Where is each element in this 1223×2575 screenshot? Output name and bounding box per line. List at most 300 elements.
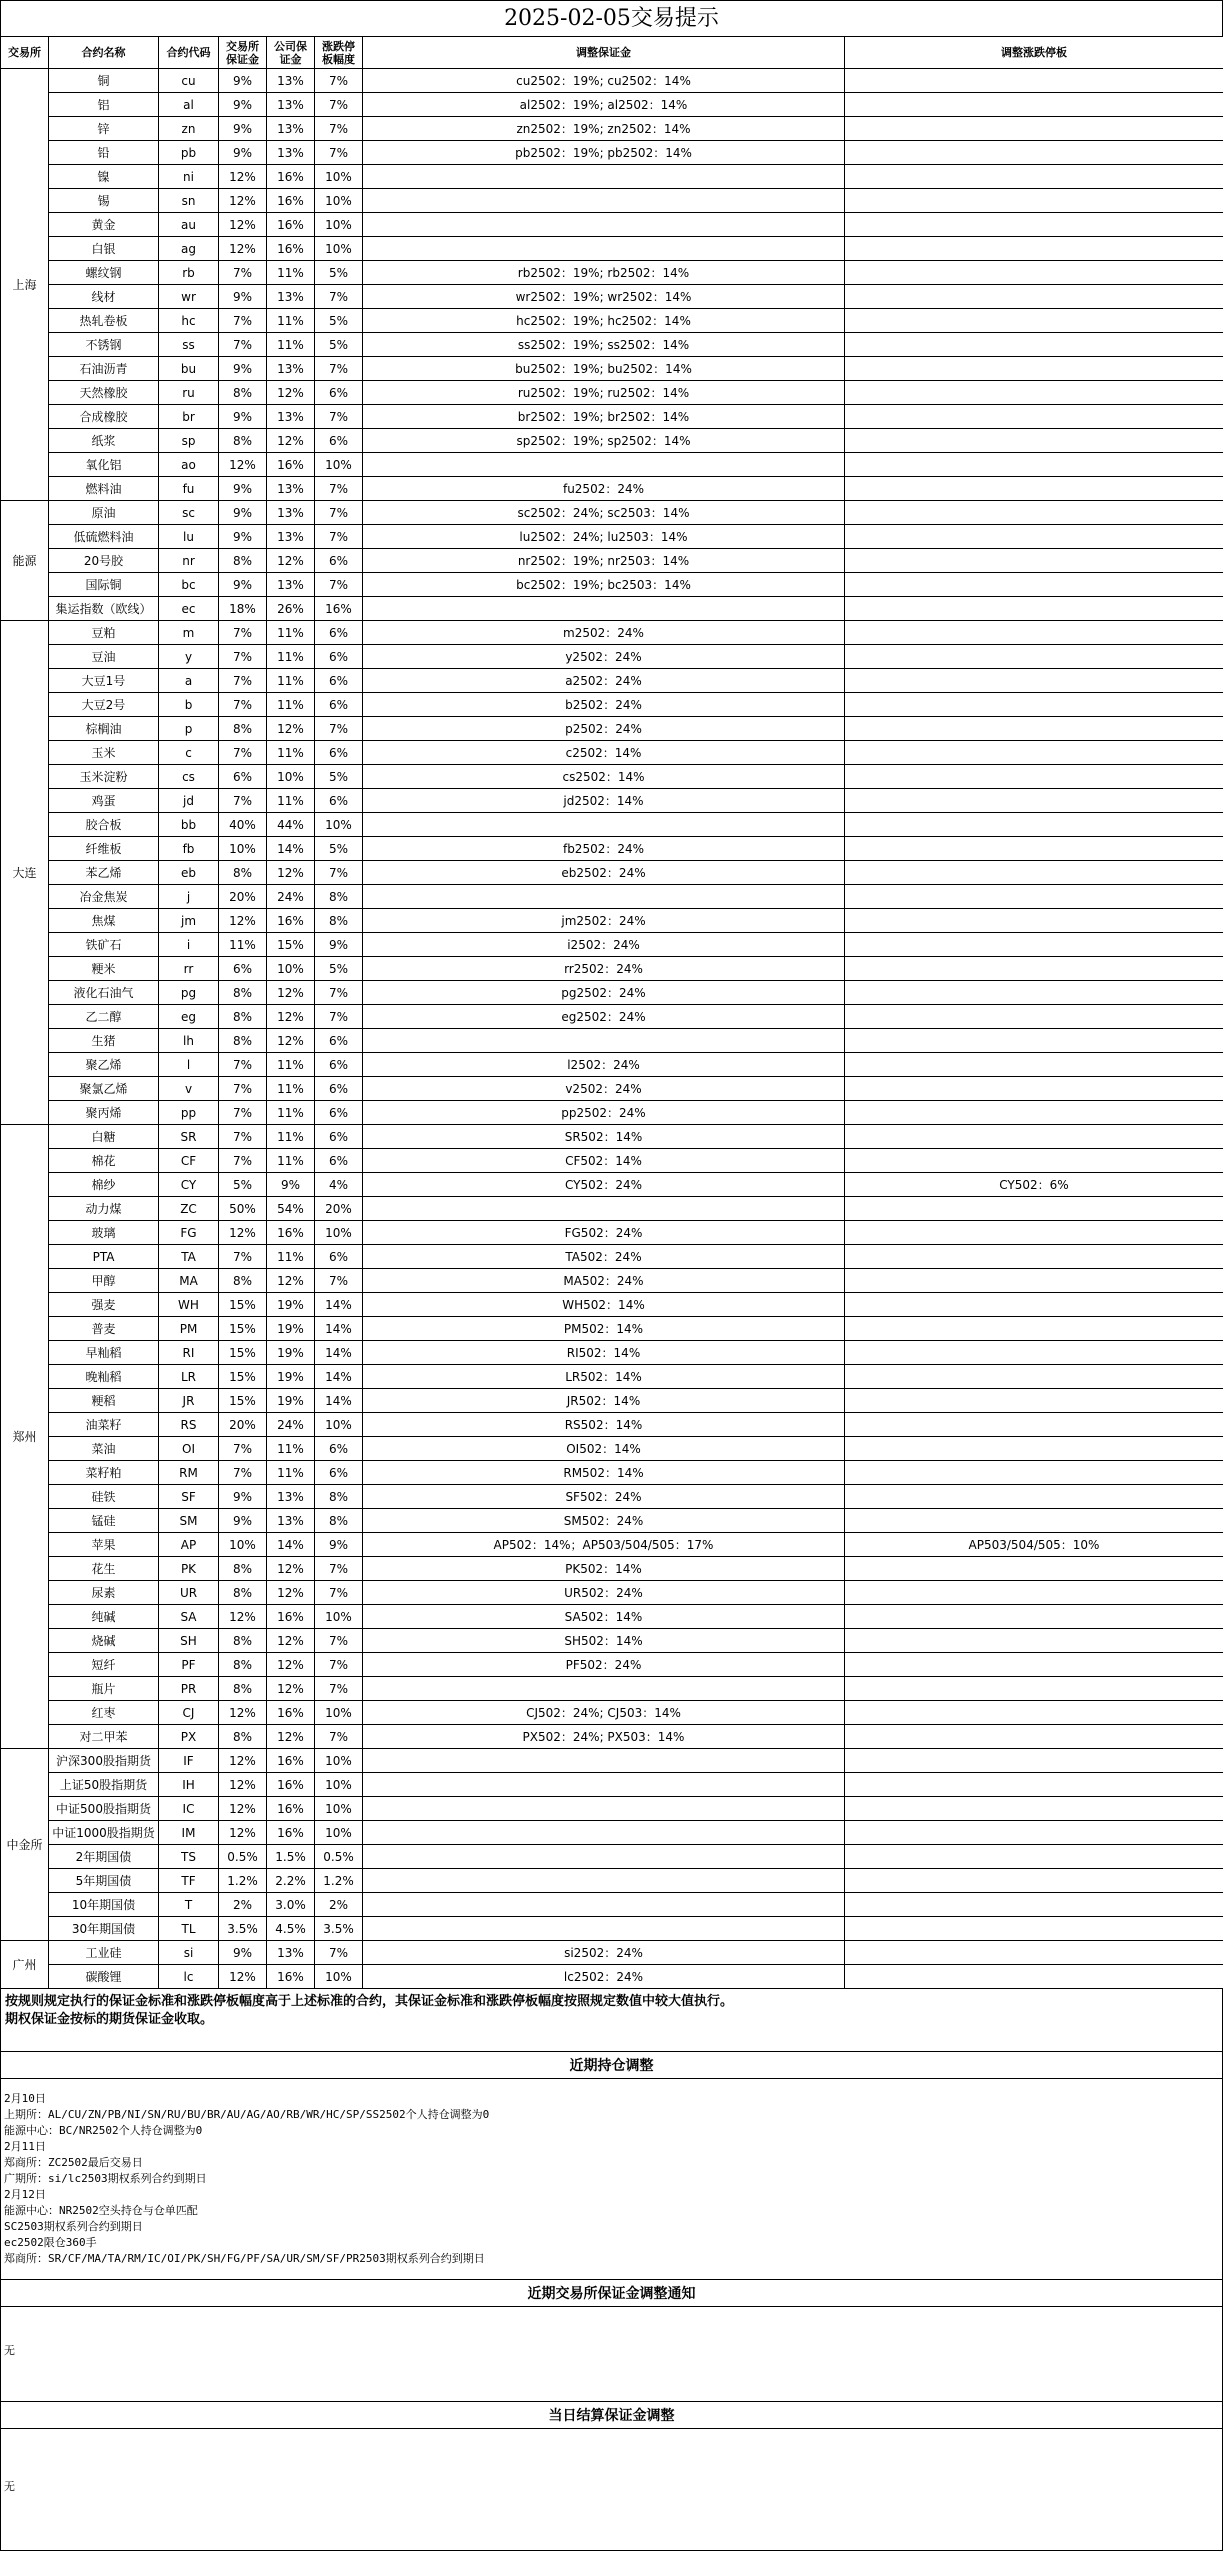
adjusted-limit-cell bbox=[845, 333, 1223, 357]
adjusted-limit-cell bbox=[845, 981, 1223, 1005]
limit-range-cell: 6% bbox=[315, 789, 363, 813]
contract-code-cell: CJ bbox=[159, 1701, 219, 1725]
exchange-margin-cell: 9% bbox=[219, 405, 267, 429]
exchange-margin-cell: 7% bbox=[219, 645, 267, 669]
adjusted-limit-cell bbox=[845, 141, 1223, 165]
exchange-margin-cell: 12% bbox=[219, 237, 267, 261]
contract-code-cell: PF bbox=[159, 1653, 219, 1677]
contract-name-cell: 20号胶 bbox=[49, 549, 159, 573]
company-margin-cell: 11% bbox=[267, 1149, 315, 1173]
contract-name-cell: 国际铜 bbox=[49, 573, 159, 597]
adjusted-margin-cell: a2502：24% bbox=[363, 669, 845, 693]
contract-name-cell: 大豆2号 bbox=[49, 693, 159, 717]
adjusted-margin-cell bbox=[363, 597, 845, 621]
limit-range-cell: 7% bbox=[315, 1653, 363, 1677]
contract-name-cell: 玉米淀粉 bbox=[49, 765, 159, 789]
rule-note-line-1: 按规则规定执行的保证金标准和涨跌停板幅度高于上述标准的合约，其保证金标准和涨跌停板幅度按照规定数值中较大值执行。 bbox=[5, 1994, 734, 2009]
adjusted-limit-cell bbox=[845, 525, 1223, 549]
exchange-margin-cell: 12% bbox=[219, 213, 267, 237]
company-margin-cell: 44% bbox=[267, 813, 315, 837]
table-row bbox=[1, 1389, 1223, 1413]
adjusted-limit-cell bbox=[845, 1389, 1223, 1413]
company-margin-cell: 12% bbox=[267, 1653, 315, 1677]
exchange-margin-cell: 7% bbox=[219, 1053, 267, 1077]
settlement-text: 无 bbox=[4, 2480, 15, 2493]
position-note-line: 郑商所：SR/CF/MA/TA/RM/IC/OI/PK/SH/FG/PF/SA/UR/SM/SF/PR2503期权系列合约到期日 bbox=[4, 2252, 485, 2265]
limit-range-cell: 7% bbox=[315, 285, 363, 309]
adjusted-margin-cell: JR502：14% bbox=[363, 1389, 845, 1413]
contract-name-cell: 菜油 bbox=[49, 1437, 159, 1461]
adjusted-margin-cell: eg2502：24% bbox=[363, 1005, 845, 1029]
adjusted-margin-cell: br2502：19%; br2502：14% bbox=[363, 405, 845, 429]
company-margin-cell: 11% bbox=[267, 1101, 315, 1125]
limit-range-cell: 7% bbox=[315, 501, 363, 525]
company-margin-cell: 13% bbox=[267, 69, 315, 93]
table-row bbox=[1, 693, 1223, 717]
header-limit-range: 涨跌停板幅度 bbox=[315, 37, 363, 69]
adjusted-limit-cell bbox=[845, 573, 1223, 597]
exchange-margin-cell: 8% bbox=[219, 429, 267, 453]
adjusted-limit-cell bbox=[845, 597, 1223, 621]
exchange-margin-cell: 11% bbox=[219, 933, 267, 957]
table-row bbox=[1, 1965, 1223, 1989]
table-row bbox=[1, 357, 1223, 381]
limit-range-cell: 7% bbox=[315, 405, 363, 429]
table-row bbox=[1, 453, 1223, 477]
table-row bbox=[1, 717, 1223, 741]
rule-note-line-2: 期权保证金按标的期货保证金收取。 bbox=[5, 2012, 214, 2027]
contract-name-cell: 甲醇 bbox=[49, 1269, 159, 1293]
table-row bbox=[1, 1581, 1223, 1605]
header-contract-name: 合约名称 bbox=[49, 37, 159, 69]
adjusted-limit-cell bbox=[845, 1917, 1223, 1941]
exchange-margin-cell: 20% bbox=[219, 885, 267, 909]
contract-code-cell: PX bbox=[159, 1725, 219, 1749]
exchange-cell: 上海 bbox=[1, 69, 49, 501]
exchange-margin-cell: 20% bbox=[219, 1413, 267, 1437]
limit-range-cell: 8% bbox=[315, 1509, 363, 1533]
limit-range-cell: 10% bbox=[315, 1701, 363, 1725]
limit-range-cell: 6% bbox=[315, 645, 363, 669]
adjusted-limit-cell bbox=[845, 1101, 1223, 1125]
company-margin-cell: 13% bbox=[267, 141, 315, 165]
exchange-margin-cell: 9% bbox=[219, 285, 267, 309]
contract-code-cell: zn bbox=[159, 117, 219, 141]
company-margin-cell: 11% bbox=[267, 669, 315, 693]
contract-code-cell: sp bbox=[159, 429, 219, 453]
contract-code-cell: IH bbox=[159, 1773, 219, 1797]
contract-code-cell: fb bbox=[159, 837, 219, 861]
contract-code-cell: SH bbox=[159, 1629, 219, 1653]
company-margin-cell: 12% bbox=[267, 1677, 315, 1701]
contract-name-cell: 碳酸锂 bbox=[49, 1965, 159, 1989]
contract-code-cell: SF bbox=[159, 1485, 219, 1509]
table-row bbox=[1, 885, 1223, 909]
table-row bbox=[1, 645, 1223, 669]
adjusted-limit-cell bbox=[845, 165, 1223, 189]
contract-name-cell: 纤维板 bbox=[49, 837, 159, 861]
adjusted-limit-cell bbox=[845, 501, 1223, 525]
adjusted-limit-cell bbox=[845, 1941, 1223, 1965]
position-note-line: ec2502限仓360手 bbox=[4, 2236, 97, 2249]
rule-note bbox=[0, 1989, 1223, 2051]
adjusted-margin-cell: fu2502：24% bbox=[363, 477, 845, 501]
contract-code-cell: MA bbox=[159, 1269, 219, 1293]
contract-name-cell: 锌 bbox=[49, 117, 159, 141]
company-margin-cell: 13% bbox=[267, 525, 315, 549]
limit-range-cell: 7% bbox=[315, 1269, 363, 1293]
company-margin-cell: 13% bbox=[267, 501, 315, 525]
table-row bbox=[1, 1293, 1223, 1317]
company-margin-cell: 16% bbox=[267, 1773, 315, 1797]
exchange-margin-cell: 9% bbox=[219, 501, 267, 525]
limit-range-cell: 14% bbox=[315, 1341, 363, 1365]
company-margin-cell: 16% bbox=[267, 1605, 315, 1629]
contract-name-cell: 花生 bbox=[49, 1557, 159, 1581]
company-margin-cell: 19% bbox=[267, 1389, 315, 1413]
adjusted-margin-cell: v2502：24% bbox=[363, 1077, 845, 1101]
exchange-margin-cell: 9% bbox=[219, 357, 267, 381]
contract-code-cell: eg bbox=[159, 1005, 219, 1029]
adjusted-limit-cell bbox=[845, 909, 1223, 933]
exchange-margin-cell: 1.2% bbox=[219, 1869, 267, 1893]
contract-code-cell: wr bbox=[159, 285, 219, 309]
company-margin-cell: 10% bbox=[267, 957, 315, 981]
exchange-margin-cell: 15% bbox=[219, 1341, 267, 1365]
exchange-margin-cell: 9% bbox=[219, 117, 267, 141]
exchange-margin-cell: 8% bbox=[219, 1557, 267, 1581]
adjusted-margin-cell bbox=[363, 1917, 845, 1941]
exchange-margin-cell: 6% bbox=[219, 765, 267, 789]
limit-range-cell: 7% bbox=[315, 1629, 363, 1653]
contract-name-cell: 玻璃 bbox=[49, 1221, 159, 1245]
contract-name-cell: 锡 bbox=[49, 189, 159, 213]
margin-notice-text: 无 bbox=[4, 2344, 15, 2357]
contract-code-cell: v bbox=[159, 1077, 219, 1101]
company-margin-cell: 12% bbox=[267, 1629, 315, 1653]
exchange-margin-cell: 7% bbox=[219, 1245, 267, 1269]
contract-name-cell: 棕榈油 bbox=[49, 717, 159, 741]
exchange-margin-cell: 7% bbox=[219, 741, 267, 765]
adjusted-limit-cell bbox=[845, 693, 1223, 717]
company-margin-cell: 13% bbox=[267, 1509, 315, 1533]
table-row bbox=[1, 549, 1223, 573]
contract-name-cell: 5年期国债 bbox=[49, 1869, 159, 1893]
adjusted-margin-cell: eb2502：24% bbox=[363, 861, 845, 885]
company-margin-cell: 19% bbox=[267, 1365, 315, 1389]
adjusted-margin-cell: RM502：14% bbox=[363, 1461, 845, 1485]
table-row bbox=[1, 1701, 1223, 1725]
exchange-margin-cell: 7% bbox=[219, 621, 267, 645]
adjusted-margin-cell bbox=[363, 813, 845, 837]
limit-range-cell: 5% bbox=[315, 309, 363, 333]
table-row bbox=[1, 69, 1223, 93]
contract-code-cell: LR bbox=[159, 1365, 219, 1389]
company-margin-cell: 54% bbox=[267, 1197, 315, 1221]
contract-code-cell: IM bbox=[159, 1821, 219, 1845]
position-note-line: 能源中心：BC/NR2502个人持仓调整为0 bbox=[4, 2124, 203, 2137]
limit-range-cell: 10% bbox=[315, 1413, 363, 1437]
contract-name-cell: 上证50股指期货 bbox=[49, 1773, 159, 1797]
adjusted-margin-cell bbox=[363, 1749, 845, 1773]
contract-code-cell: ru bbox=[159, 381, 219, 405]
exchange-margin-cell: 7% bbox=[219, 669, 267, 693]
exchange-margin-cell: 9% bbox=[219, 93, 267, 117]
contract-code-cell: cu bbox=[159, 69, 219, 93]
adjusted-limit-cell bbox=[845, 309, 1223, 333]
exchange-margin-cell: 12% bbox=[219, 189, 267, 213]
adjusted-limit-cell bbox=[845, 765, 1223, 789]
table-row bbox=[1, 1533, 1223, 1557]
exchange-margin-cell: 15% bbox=[219, 1317, 267, 1341]
contract-code-cell: sn bbox=[159, 189, 219, 213]
contract-name-cell: 纯碱 bbox=[49, 1605, 159, 1629]
exchange-margin-cell: 9% bbox=[219, 1485, 267, 1509]
table-row bbox=[1, 981, 1223, 1005]
table-row bbox=[1, 93, 1223, 117]
table-row bbox=[1, 117, 1223, 141]
contract-name-cell: 生猪 bbox=[49, 1029, 159, 1053]
adjusted-margin-cell: rr2502：24% bbox=[363, 957, 845, 981]
contract-code-cell: bc bbox=[159, 573, 219, 597]
table-row bbox=[1, 1221, 1223, 1245]
table-row bbox=[1, 1053, 1223, 1077]
table-row bbox=[1, 621, 1223, 645]
contract-name-cell: 天然橡胶 bbox=[49, 381, 159, 405]
adjusted-limit-cell bbox=[845, 285, 1223, 309]
adjusted-limit-cell bbox=[845, 741, 1223, 765]
table-row bbox=[1, 1869, 1223, 1893]
company-margin-cell: 11% bbox=[267, 261, 315, 285]
adjusted-limit-cell bbox=[845, 1317, 1223, 1341]
company-margin-cell: 11% bbox=[267, 645, 315, 669]
margin-notice-body bbox=[0, 2307, 1223, 2401]
limit-range-cell: 5% bbox=[315, 765, 363, 789]
limit-range-cell: 2% bbox=[315, 1893, 363, 1917]
contract-code-cell: j bbox=[159, 885, 219, 909]
contract-name-cell: 红枣 bbox=[49, 1701, 159, 1725]
table-row bbox=[1, 165, 1223, 189]
adjusted-limit-cell bbox=[845, 1629, 1223, 1653]
table-row bbox=[1, 1125, 1223, 1149]
exchange-margin-cell: 12% bbox=[219, 1701, 267, 1725]
limit-range-cell: 4% bbox=[315, 1173, 363, 1197]
contract-code-cell: CF bbox=[159, 1149, 219, 1173]
limit-range-cell: 6% bbox=[315, 1029, 363, 1053]
adjusted-margin-cell: LR502：14% bbox=[363, 1365, 845, 1389]
table-row bbox=[1, 477, 1223, 501]
adjusted-margin-cell bbox=[363, 1845, 845, 1869]
header-exchange: 交易所 bbox=[1, 37, 49, 69]
position-note-line: 广期所：si/lc2503期权系列合约到期日 bbox=[4, 2172, 207, 2185]
contract-name-cell: 黄金 bbox=[49, 213, 159, 237]
adjusted-margin-cell: RI502：14% bbox=[363, 1341, 845, 1365]
limit-range-cell: 6% bbox=[315, 1125, 363, 1149]
adjusted-limit-cell bbox=[845, 429, 1223, 453]
exchange-margin-cell: 7% bbox=[219, 1101, 267, 1125]
limit-range-cell: 6% bbox=[315, 1101, 363, 1125]
contract-code-cell: au bbox=[159, 213, 219, 237]
adjusted-margin-cell: nr2502：19%; nr2503：14% bbox=[363, 549, 845, 573]
adjusted-margin-cell: UR502：24% bbox=[363, 1581, 845, 1605]
adjusted-limit-cell bbox=[845, 1509, 1223, 1533]
company-margin-cell: 19% bbox=[267, 1341, 315, 1365]
company-margin-cell: 13% bbox=[267, 1485, 315, 1509]
contract-name-cell: 镍 bbox=[49, 165, 159, 189]
contract-code-cell: ao bbox=[159, 453, 219, 477]
contract-name-cell: 铝 bbox=[49, 93, 159, 117]
adjusted-margin-cell: hc2502：19%; hc2502：14% bbox=[363, 309, 845, 333]
adjusted-limit-cell: CY502：6% bbox=[845, 1173, 1223, 1197]
position-note-line: 上期所：AL/CU/ZN/PB/NI/SN/RU/BU/BR/AU/AG/AO/RB/WR/HC/SP/SS2502个人持仓调整为0 bbox=[4, 2108, 490, 2121]
contract-name-cell: 石油沥青 bbox=[49, 357, 159, 381]
adjusted-limit-cell bbox=[845, 1269, 1223, 1293]
recent-position-body bbox=[0, 2079, 1223, 2279]
limit-range-cell: 6% bbox=[315, 669, 363, 693]
company-margin-cell: 16% bbox=[267, 1965, 315, 1989]
limit-range-cell: 10% bbox=[315, 1749, 363, 1773]
exchange-margin-cell: 7% bbox=[219, 1461, 267, 1485]
adjusted-limit-cell bbox=[845, 1053, 1223, 1077]
contract-code-cell: jd bbox=[159, 789, 219, 813]
adjusted-margin-cell: SA502：14% bbox=[363, 1605, 845, 1629]
company-margin-cell: 2.2% bbox=[267, 1869, 315, 1893]
adjusted-margin-cell: y2502：24% bbox=[363, 645, 845, 669]
contract-name-cell: 棉花 bbox=[49, 1149, 159, 1173]
limit-range-cell: 7% bbox=[315, 525, 363, 549]
contract-code-cell: TS bbox=[159, 1845, 219, 1869]
exchange-margin-cell: 6% bbox=[219, 957, 267, 981]
table-row bbox=[1, 813, 1223, 837]
table-row bbox=[1, 1413, 1223, 1437]
limit-range-cell: 10% bbox=[315, 189, 363, 213]
table-row bbox=[1, 405, 1223, 429]
adjusted-margin-cell bbox=[363, 237, 845, 261]
position-note-line: 郑商所：ZC2502最后交易日 bbox=[4, 2156, 143, 2169]
table-row bbox=[1, 789, 1223, 813]
adjusted-limit-cell bbox=[845, 1437, 1223, 1461]
company-margin-cell: 16% bbox=[267, 237, 315, 261]
contract-code-cell: RI bbox=[159, 1341, 219, 1365]
table-row bbox=[1, 1173, 1223, 1197]
exchange-margin-cell: 10% bbox=[219, 837, 267, 861]
limit-range-cell: 7% bbox=[315, 1005, 363, 1029]
company-margin-cell: 19% bbox=[267, 1293, 315, 1317]
contract-code-cell: l bbox=[159, 1053, 219, 1077]
table-row bbox=[1, 1485, 1223, 1509]
adjusted-margin-cell: RS502：14% bbox=[363, 1413, 845, 1437]
table-row bbox=[1, 933, 1223, 957]
company-margin-cell: 16% bbox=[267, 909, 315, 933]
table-row bbox=[1, 957, 1223, 981]
adjusted-limit-cell bbox=[845, 69, 1223, 93]
contract-name-cell: PTA bbox=[49, 1245, 159, 1269]
adjusted-margin-cell: TA502：24% bbox=[363, 1245, 845, 1269]
contract-name-cell: 中证1000股指期货 bbox=[49, 1821, 159, 1845]
exchange-margin-cell: 8% bbox=[219, 1005, 267, 1029]
adjusted-margin-cell: PK502：14% bbox=[363, 1557, 845, 1581]
adjusted-margin-cell: CY502：24% bbox=[363, 1173, 845, 1197]
adjusted-limit-cell bbox=[845, 1149, 1223, 1173]
exchange-margin-cell: 7% bbox=[219, 309, 267, 333]
company-margin-cell: 12% bbox=[267, 1725, 315, 1749]
adjusted-limit-cell bbox=[845, 1029, 1223, 1053]
adjusted-margin-cell: ru2502：19%; ru2502：14% bbox=[363, 381, 845, 405]
adjusted-limit-cell bbox=[845, 477, 1223, 501]
limit-range-cell: 1.2% bbox=[315, 1869, 363, 1893]
table-row bbox=[1, 1269, 1223, 1293]
contract-code-cell: SM bbox=[159, 1509, 219, 1533]
adjusted-margin-cell bbox=[363, 1893, 845, 1917]
contract-code-cell: PM bbox=[159, 1317, 219, 1341]
table-header-row bbox=[1, 37, 1223, 69]
header-adjusted-limit: 调整涨跌停板 bbox=[845, 37, 1223, 69]
company-margin-cell: 11% bbox=[267, 1245, 315, 1269]
adjusted-margin-cell: l2502：24% bbox=[363, 1053, 845, 1077]
exchange-margin-cell: 15% bbox=[219, 1293, 267, 1317]
contract-name-cell: 短纤 bbox=[49, 1653, 159, 1677]
adjusted-limit-cell bbox=[845, 1869, 1223, 1893]
table-row bbox=[1, 1821, 1223, 1845]
company-margin-cell: 13% bbox=[267, 477, 315, 501]
company-margin-cell: 14% bbox=[267, 837, 315, 861]
table-row bbox=[1, 1653, 1223, 1677]
contract-code-cell: PR bbox=[159, 1677, 219, 1701]
exchange-margin-cell: 7% bbox=[219, 1125, 267, 1149]
table-row bbox=[1, 213, 1223, 237]
limit-range-cell: 6% bbox=[315, 429, 363, 453]
adjusted-margin-cell: b2502：24% bbox=[363, 693, 845, 717]
adjusted-margin-cell: CF502：14% bbox=[363, 1149, 845, 1173]
contract-name-cell: 晚籼稻 bbox=[49, 1365, 159, 1389]
exchange-margin-cell: 8% bbox=[219, 1581, 267, 1605]
contract-code-cell: al bbox=[159, 93, 219, 117]
contract-name-cell: 工业硅 bbox=[49, 1941, 159, 1965]
contract-name-cell: 大豆1号 bbox=[49, 669, 159, 693]
contract-code-cell: pb bbox=[159, 141, 219, 165]
adjusted-limit-cell bbox=[845, 813, 1223, 837]
exchange-margin-cell: 5% bbox=[219, 1173, 267, 1197]
adjusted-margin-cell: pp2502：24% bbox=[363, 1101, 845, 1125]
limit-range-cell: 10% bbox=[315, 1965, 363, 1989]
contract-name-cell: 沪深300股指期货 bbox=[49, 1749, 159, 1773]
company-margin-cell: 13% bbox=[267, 1941, 315, 1965]
limit-range-cell: 8% bbox=[315, 909, 363, 933]
adjusted-margin-cell: pg2502：24% bbox=[363, 981, 845, 1005]
exchange-margin-cell: 12% bbox=[219, 1797, 267, 1821]
contract-code-cell: pg bbox=[159, 981, 219, 1005]
company-margin-cell: 16% bbox=[267, 1749, 315, 1773]
exchange-margin-cell: 12% bbox=[219, 1773, 267, 1797]
contract-code-cell: JR bbox=[159, 1389, 219, 1413]
adjusted-margin-cell: ss2502：19%; ss2502：14% bbox=[363, 333, 845, 357]
contract-name-cell: 瓶片 bbox=[49, 1677, 159, 1701]
header-company-margin: 公司保证金 bbox=[267, 37, 315, 69]
table-row bbox=[1, 189, 1223, 213]
table-row bbox=[1, 669, 1223, 693]
company-margin-cell: 11% bbox=[267, 741, 315, 765]
exchange-margin-cell: 8% bbox=[219, 1653, 267, 1677]
adjusted-margin-cell bbox=[363, 1821, 845, 1845]
adjusted-limit-cell bbox=[845, 261, 1223, 285]
limit-range-cell: 8% bbox=[315, 1485, 363, 1509]
contract-name-cell: 豆粕 bbox=[49, 621, 159, 645]
adjusted-margin-cell: SF502：24% bbox=[363, 1485, 845, 1509]
contract-name-cell: 原油 bbox=[49, 501, 159, 525]
contract-code-cell: RS bbox=[159, 1413, 219, 1437]
adjusted-limit-cell bbox=[845, 789, 1223, 813]
contract-name-cell: 苯乙烯 bbox=[49, 861, 159, 885]
